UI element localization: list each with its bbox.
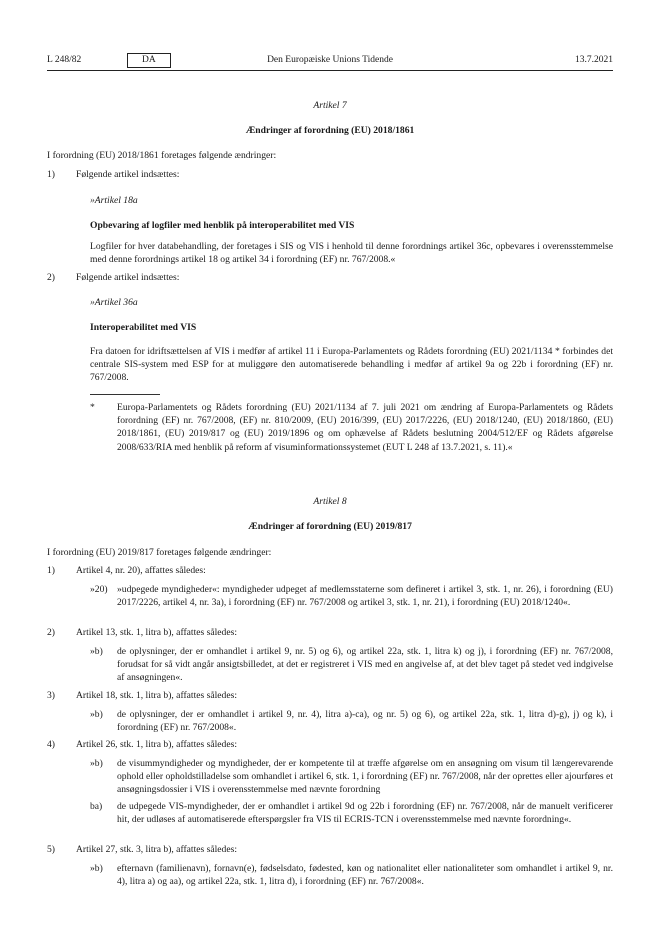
sub-item-text: de visummyndigheder og myndigheder, der er kompetente til at træffe afgørelse om en ansøgning om visum til længerevarende ophold eller opholdstilladelse som omhandlet i artikel 6, stk. 1, i forordning (EF) nr. 767/2008, når der oprettes eller ajourføres et ansøgningsdossier i VIS i overensstemmelse med nævnte forordning <box>117 758 613 796</box>
item-text: Følgende artikel indsættes: <box>76 272 180 283</box>
sub-item-number: ba) <box>90 801 103 812</box>
journal-title: Den Europæiske Unions Tidende <box>267 55 393 65</box>
article-18a-label: »Artikel 18a <box>90 195 138 206</box>
sub-item-text: de oplysninger, der er omhandlet i artikel 9, nr. 4), litra a)-ca), og nr. 5) og 6), og artikel 22a, stk. 1, litra d)-g), j) og k), i forordning (EF) nr. 767/2008«. <box>117 709 613 734</box>
sub-item-number: »b) <box>90 758 103 769</box>
item-number: 2) <box>47 627 55 638</box>
item-number: 3) <box>47 690 55 701</box>
item-text: Artikel 27, stk. 3, litra b), affattes således: <box>76 844 238 855</box>
item-number: 2) <box>47 272 55 283</box>
item-text: Artikel 18, stk. 1, litra b), affattes således: <box>76 690 238 701</box>
sub-item-text: efternavn (familienavn), fornavn(e), fødselsdato, fødested, køn og nationalitet eller nationaliteter som omhandlet i artikel 9, nr. 4), litra a) og aa), og artikel 22a, stk. 1, litra d), i forordning (EF) nr. 767/2008«. <box>117 863 613 888</box>
item-text: Følgende artikel indsættes: <box>76 169 180 180</box>
item-text: Artikel 13, stk. 1, litra b), affattes således: <box>76 627 238 638</box>
sub-item-number: »20) <box>90 584 108 595</box>
article-8-label: Artikel 8 <box>313 496 347 507</box>
item-number: 1) <box>47 169 55 180</box>
sub-item-text: »udpegede myndigheder«: myndigheder udpeget af medlemsstaterne som defineret i artikel 3, stk. 1, nr. 26), i forordning (EU) 2017/2226, artikel 4, nr. 3a), i forordning (EF) nr. 767/2008 og artikel 3, stk. 1, nr. 21), i forordning (EU) 2018/1240«. <box>117 584 613 609</box>
sub-item-number: »b) <box>90 709 103 720</box>
publication-date: 13.7.2021 <box>575 55 613 65</box>
item-number: 4) <box>47 739 55 750</box>
page-reference: L 248/82 <box>47 55 82 65</box>
footnote-text: Europa-Parlamentets og Rådets forordning (EU) 2021/1134 af 7. juli 2021 om ændring af Europa-Parlamentets og Rådets forordning (EF) nr. 767/2008, (EF) nr. 810/2009, (EU) 2016/399, (EU) 2017/2226, (EU) 2018/1240, (EU) 2018/1860, (EU) 2018/1861, (EU) 2019/817 og (EU) 2019/1896 og om ophævelse af Rådets beslutning 2004/512/EF og Rådets afgørelse 2008/633/RIA med henblik på reform af visuminformationssystemet (EUT L 248 af 13.7.2021, s. 11).« <box>117 402 613 453</box>
header-rule <box>47 70 613 71</box>
item-text: Artikel 26, stk. 1, litra b), affattes således: <box>76 739 238 750</box>
sub-item-text: de udpegede VIS-myndigheder, der er omhandlet i artikel 9d og 22b i forordning (EF) nr. 767/2008, når de manuelt verificerer hit, der udløses af automatiserede efterspørgsler fra VIS til ECRIS-TCN i overensstemmelse med nævnte forordning«. <box>117 801 613 826</box>
sub-item-text: de oplysninger, der er omhandlet i artikel 9, nr. 5) og 6), og artikel 22a, stk. 1, litra k) og j), i forordning (EF) nr. 767/2008, forudsat for så vidt angår ansigtsbilledet, at det er registreret i VIS med en angivelse af, at det blev taget på stedet ved indgivelse af ansøgningen«. <box>117 646 613 684</box>
article-7-title: Ændringer af forordning (EU) 2018/1861 <box>245 125 415 136</box>
article-36a-title: Interoperabilitet med VIS <box>90 322 197 333</box>
sub-item-number: »b) <box>90 863 103 874</box>
article-8-intro: I forordning (EU) 2019/817 foretages følgende ændringer: <box>47 547 272 558</box>
sub-item-number: »b) <box>90 646 103 657</box>
footnote-marker: * <box>90 402 95 413</box>
article-18a-body: Logfiler for hver databehandling, der foretages i SIS og VIS i henhold til denne forordnings artikel 36c, opbevares i overensstemmelse med denne forordnings artikel 18 og artikel 34 i forordning (EF) nr. 767/2008.« <box>90 241 613 266</box>
language-badge: DA <box>127 53 171 68</box>
article-36a-body: Fra datoen for idriftsættelsen af VIS i medfør af artikel 11 i Europa-Parlamentets og Rådets forordning (EU) 2021/1134 * forbindes det centrale SIS-system med ESP for at muliggøre den automatiserede behandling i medfør af artikel 9a og 22b i forordning (EF) nr. 767/2008. <box>90 346 613 384</box>
item-number: 5) <box>47 844 55 855</box>
footnote-rule <box>90 394 160 395</box>
article-18a-title: Opbevaring af logfiler med henblik på interoperabilitet med VIS <box>90 220 355 231</box>
article-8-title: Ændringer af forordning (EU) 2019/817 <box>248 521 412 532</box>
article-36a-label: »Artikel 36a <box>90 297 138 308</box>
page-header <box>47 55 613 69</box>
article-7-label: Artikel 7 <box>313 100 347 111</box>
item-text: Artikel 4, nr. 20), affattes således: <box>76 565 206 576</box>
article-7-intro: I forordning (EU) 2018/1861 foretages følgende ændringer: <box>47 150 277 161</box>
item-number: 1) <box>47 565 55 576</box>
